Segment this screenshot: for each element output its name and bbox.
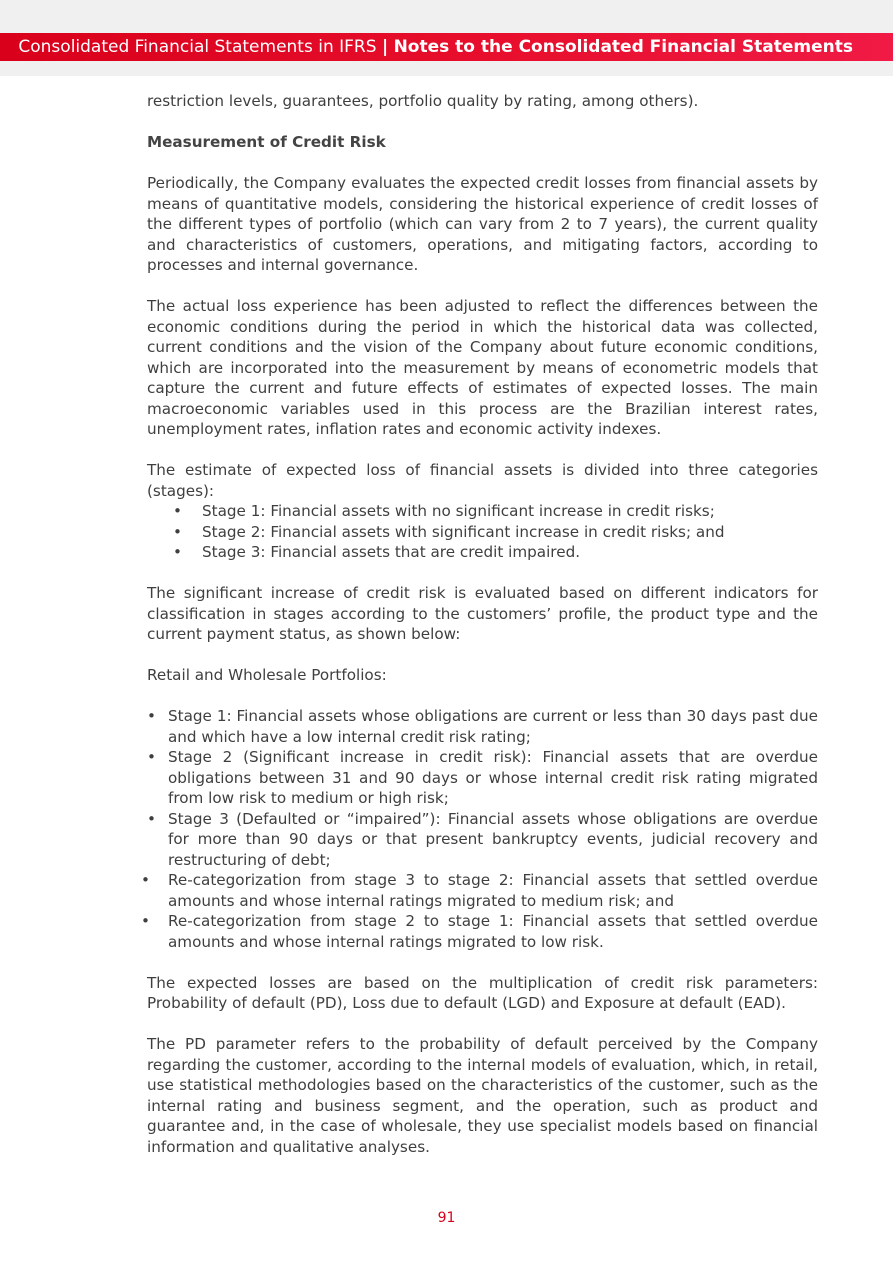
section-heading: Measurement of Credit Risk: [147, 133, 386, 151]
running-header: [0, 33, 893, 61]
header-section-title: Notes to the Consolidated Financial Statements: [393, 37, 853, 57]
list-item: • Stage 2 (Significant increase in credit risk): Financial assets that are overdue obligations between 31 and 90 days or whose internal credit risk rating migrated from low risk to medium or high risk;: [147, 747, 818, 809]
list-item: • Stage 3: Financial assets that are credit impaired.: [147, 542, 818, 563]
list-item: • Stage 3 (Defaulted or “impaired”): Financial assets whose obligations are overdue for more than 90 days or that present bankruptcy events, judicial recovery and restructuring of debt;: [147, 809, 818, 871]
list-item: • Stage 1: Financial assets with no significant increase in credit risks;: [147, 501, 818, 522]
paragraph-pd-parameter: The PD parameter refers to the probability of default perceived by the Company regarding the customer, according to the internal models of evaluation, which, in retail, use statistical methodologies based on the characteristics of the customer, such as the internal rating and business segment, and the operation, such as product and guarantee and, in the case of wholesale, they use specialist models based on financial information and qualitative analyses.: [147, 1035, 818, 1156]
header-separator: |: [381, 37, 389, 57]
top-strip: [0, 0, 893, 33]
paragraph-evaluation: Periodically, the Company evaluates the expected credit losses from financial assets by means of quantitative models, considering the historical experience of credit losses of the different types of portfolio (which can vary from 2 to 7 years), the current quality and characteristics of customers, operations, and mitigating factors, according to processes and internal governance.: [147, 174, 818, 274]
intro-paragraph: restriction levels, guarantees, portfolio quality by rating, among others).: [147, 92, 699, 110]
list-item: • Re-categorization from stage 2 to stage 1: Financial assets that settled overdue amounts and whose internal ratings migrated to low risk.: [147, 911, 818, 952]
list-item: • Re-categorization from stage 3 to stage 2: Financial assets that settled overdue amounts and whose internal ratings migrated to medium risk; and: [147, 870, 818, 911]
list-item: • Stage 1: Financial assets whose obligations are current or less than 30 days past due and which have a low internal credit risk rating;: [147, 706, 818, 747]
paragraph-stages-intro: The estimate of expected loss of financial assets is divided into three categories (stages):: [147, 461, 818, 500]
header-underlay: [0, 61, 893, 76]
stages-list: [147, 501, 818, 563]
paragraph-significant-increase: The significant increase of credit risk is evaluated based on different indicators for classification in stages according to the customers’ profile, the product type and the current payment status, as shown below:: [147, 584, 818, 643]
paragraph-expected-losses: The expected losses are based on the multiplication of credit risk parameters: Probability of default (PD), Loss due to default (LGD) and Exposure at default (EAD).: [147, 973, 818, 1012]
page-number: 91: [437, 1210, 456, 1226]
paragraph-loss-experience: The actual loss experience has been adjusted to reflect the differences between the economic conditions during the period in which the historical data was collected, current conditions and the vision of the Company about future economic conditions, which are incorporated into the measurement by means of econometric models that capture the current and future effects of estimates of expected losses. The main macroeconomic variables used in this process are the Brazilian interest rates, unemployment rates, inflation rates and economic activity indexes.: [147, 297, 818, 438]
list-item: • Stage 2: Financial assets with significant increase in credit risks; and: [147, 522, 818, 543]
header-document-title: Consolidated Financial Statements in IFRS: [18, 37, 377, 57]
portfolio-list: [147, 706, 818, 952]
portfolio-title: Retail and Wholesale Portfolios:: [147, 666, 387, 684]
page-body: [147, 91, 818, 1178]
